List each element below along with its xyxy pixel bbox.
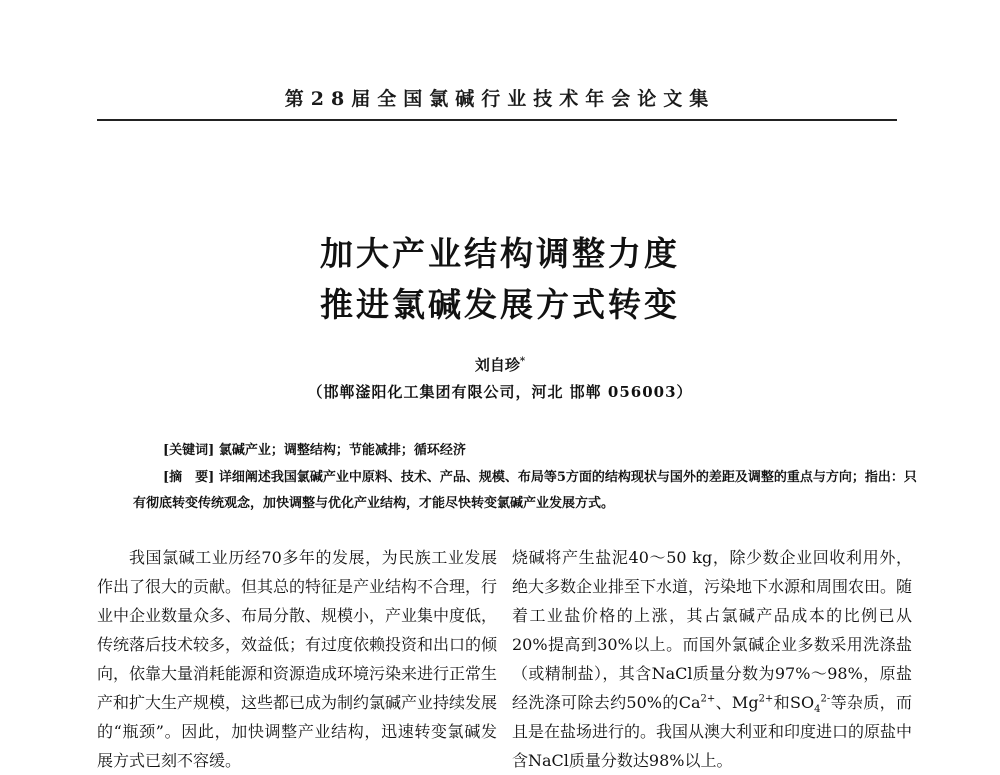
author-name: 刘自珍 bbox=[474, 356, 520, 374]
abstract bbox=[133, 465, 923, 517]
body-right-part1: 烧碱将产生盐泥40～50 kg，除少数企业回收利用外，绝大多数企业排至下水道，污染地下水源和周围农田。随着工业盐价格的上涨，其占氯碱产品成本的比例已从20%提高到30%以上。而国外氯碱企业多数采用洗涤盐（或精制盐），其含NaCl质量分数为97%～98%，原盐经洗涤可除去约50%的Ca bbox=[512, 548, 913, 712]
author bbox=[0, 354, 1000, 375]
keywords bbox=[163, 439, 903, 458]
running-head: 第28届全国氯碱行业技术年会论文集 bbox=[284, 88, 716, 110]
body-right-part2: 等杂质，而且是在盐场进行的。我国从澳大利亚和印度进口的原盐中含NaCl质量分数达98%以上。 bbox=[512, 693, 913, 770]
title-line-2: 推进氯碱发展方式转变 bbox=[320, 285, 680, 324]
keywords-label: [关键词] bbox=[163, 443, 215, 458]
abstract-label: [摘 要] bbox=[163, 470, 215, 485]
body-column-left: 我国氯碱工业历经70多年的发展，为民族工业发展作出了很大的贡献。但其总的特征是产业结构不合理，行业中企业数量众多、布局分散、规模小，产业集中度低，传统落后技术较多，效益低；有过度依赖投资和出口的倾向，依靠大量消耗能源和资源造成环境污染来进行正常生产和扩大生产规模，这些都已成为制约氯碱产业持续发展的“瓶颈”。因此，加快调整产业结构，迅速转变氯碱发展方式已刻不容缓。 bbox=[97, 548, 498, 770]
ca-charge: 2+ bbox=[700, 693, 716, 705]
author-footnote-mark: * bbox=[519, 356, 526, 367]
title-line-1: 加大产业结构调整力度 bbox=[320, 234, 680, 273]
mg-charge: 2+ bbox=[758, 693, 774, 705]
abstract-text: 详细阐述我国氯碱产业中原料、技术、产品、规模、布局等5方面的结构现状与国外的差距及调整的重点与方向；指出：只有彻底转变传统观念，加快调整与优化产业结构，才能尽快转变氯碱产业发展方式。 bbox=[133, 470, 917, 511]
header-rule bbox=[97, 119, 897, 121]
so-subscript: 4 bbox=[814, 704, 821, 716]
body-right-sep2: 和SO bbox=[773, 693, 815, 712]
so-charge: 2- bbox=[820, 693, 831, 705]
body-right-sep1: 、Mg bbox=[715, 693, 759, 712]
affiliation: （邯郸滏阳化工集团有限公司，河北 邯郸 056003） bbox=[307, 383, 693, 401]
body-column-right bbox=[512, 543, 912, 775]
keywords-text: 氯碱产业；调整结构；节能减排；循环经济 bbox=[218, 443, 466, 458]
